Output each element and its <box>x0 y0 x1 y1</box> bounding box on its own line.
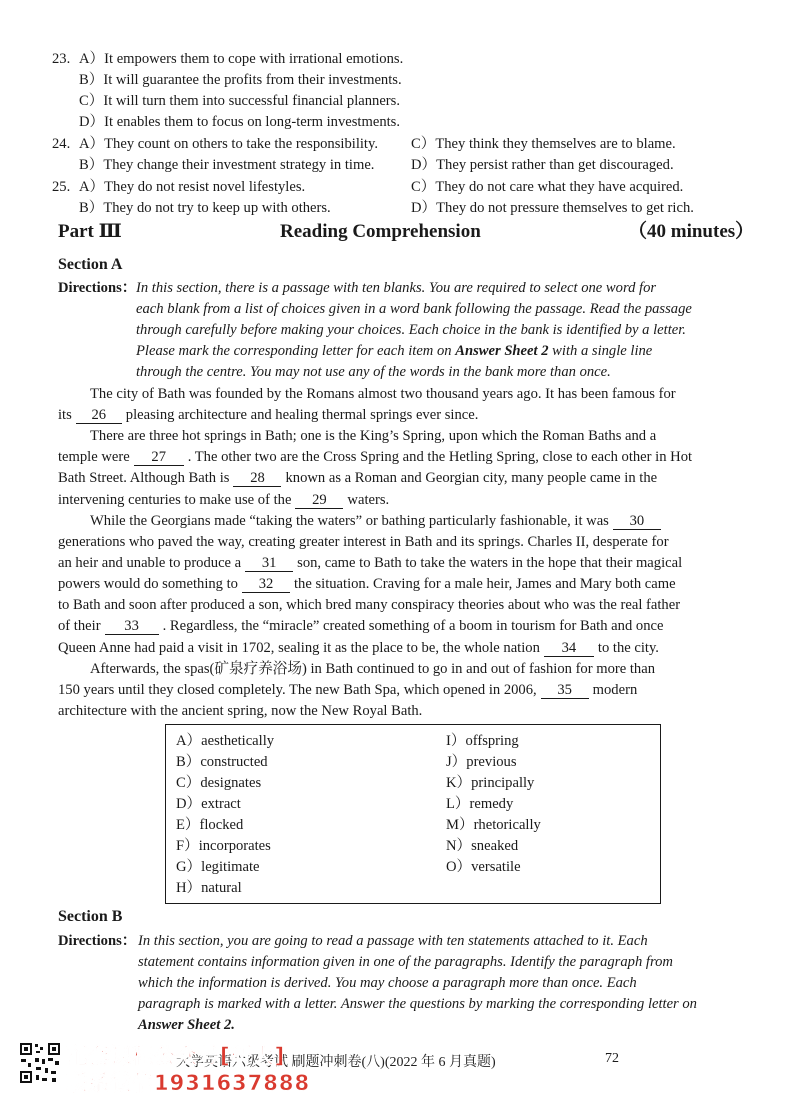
directions-label: Directions： <box>58 280 137 296</box>
passage-text: an heir and unable to produce a <box>58 555 242 571</box>
part-label: Part Ⅲ <box>58 221 122 242</box>
option: B）They change their investment strategy in time. <box>79 157 375 173</box>
option: C）They think they themselves are to blame. <box>411 136 676 152</box>
passage-line <box>90 511 665 531</box>
passage-text: . The other two are the Cross Spring and the Hetling Spring, close to each other in Hot <box>187 449 693 465</box>
passage-text: . Regardless, the “miracle” created something of a boom in tourism for Bath and once <box>162 618 664 634</box>
directions-text: In this section, you are going to read a passage with ten statements attached to it. Each <box>138 933 648 949</box>
option: D）It enables them to focus on long-term investments. <box>79 114 400 130</box>
word-bank-item: E）flocked <box>176 817 244 833</box>
blank-34: 34 <box>544 640 594 657</box>
passage-line: to Bath and soon after produced a son, which bred many conspiracy theories about who was the real father <box>58 597 681 613</box>
answer-sheet-ref: Answer Sheet 2. <box>138 1017 235 1033</box>
blank-33: 33 <box>105 618 159 635</box>
blank-30: 30 <box>613 513 661 530</box>
word-bank-item: N）sneaked <box>446 838 519 854</box>
passage-line: There are three hot springs in Bath; one is the King’s Spring, upon which the Roman Baths and a <box>90 428 657 444</box>
directions-text: statement contains information given in one of the paragraphs. Identify the paragraph from <box>138 954 673 970</box>
passage-text: While the Georgians made “taking the waters” or bathing particularly fashionable, it was <box>90 513 609 529</box>
word-bank-item: K）principally <box>446 775 535 791</box>
directions-text: through the centre. You may not use any of the words in the bank more than once. <box>136 364 611 380</box>
passage-text: the situation. Craving for a male heir, James and Mary both came <box>293 576 676 592</box>
option: A）They count on others to take the responsibility. <box>79 136 378 152</box>
blank-35: 35 <box>541 682 589 699</box>
passage-line: architecture with the ancient spring, now the New Royal Bath. <box>58 703 423 719</box>
word-bank-item: J）previous <box>446 754 517 770</box>
word-bank-item: M）rhetorically <box>446 817 541 833</box>
passage-text: intervening centuries to make use of the <box>58 492 292 508</box>
word-bank-item: C）designates <box>176 775 262 791</box>
word-bank-item: I）offspring <box>446 733 519 749</box>
directions-text: through carefully before making your choices. Each choice in the bank is identified by a letter. <box>136 322 686 338</box>
question-number: 23. <box>52 51 71 67</box>
word-bank-item: O）versatile <box>446 859 521 875</box>
word-bank-item: H）natural <box>176 880 242 896</box>
passage-text: of their <box>58 618 101 634</box>
option: B）It will guarantee the profits from their investments. <box>79 72 402 88</box>
passage-line: generations who paved the way, creating greater interest in Bath and its springs. Charles II, desperate for <box>58 534 669 550</box>
blank-26: 26 <box>76 407 122 424</box>
directions-text-part: with a single line <box>548 343 653 359</box>
blank-28: 28 <box>233 470 281 487</box>
footer-title: 大学英语六级考试 刷题冲刺卷(八)(2022 年 6 月真题) <box>176 1055 496 1070</box>
passage-text: known as a Roman and Georgian city, many people came in the <box>285 470 658 486</box>
passage-text: Bath Street. Although Bath is <box>58 470 230 486</box>
passage-line: The city of Bath was founded by the Romans almost two thousand years ago. It has been famous for <box>90 386 676 402</box>
passage-text: Queen Anne had paid a visit in 1702, sealing it as the place to be, the whole nation <box>58 640 540 656</box>
passage-text: 150 years until they closed completely. The new Bath Spa, which opened in 2006, <box>58 682 537 698</box>
word-bank-item: B）constructed <box>176 754 268 770</box>
directions-text: each blank from a list of choices given in a word bank following the passage. Read the passage <box>136 301 692 317</box>
directions-text: which the information is derived. You may choose a paragraph more than once. Each <box>138 975 637 991</box>
passage-line <box>58 405 478 425</box>
passage-text: pleasing architecture and healing thermal springs ever since. <box>125 407 479 423</box>
watermark-line: 联系微信1931637888 <box>66 1071 311 1095</box>
passage-text: waters. <box>347 492 390 508</box>
option: B）They do not try to keep up with others. <box>79 200 331 216</box>
answer-sheet-ref: Answer Sheet 2 <box>455 343 549 359</box>
passage-line <box>58 553 682 573</box>
passage-text: powers would do something to <box>58 576 238 592</box>
passage-text: its <box>58 407 72 423</box>
word-bank-item: G）legitimate <box>176 859 260 875</box>
passage-line <box>58 468 657 488</box>
directions-text: In this section, there is a passage with ten blanks. You are required to select one word for <box>136 280 657 296</box>
blank-32: 32 <box>242 576 290 593</box>
passage-text: son, came to Bath to take the waters in the hope that their magical <box>297 555 683 571</box>
blank-29: 29 <box>295 492 343 509</box>
passage-line <box>58 447 692 467</box>
option: A）It empowers them to cope with irrational emotions. <box>79 51 404 67</box>
blank-27: 27 <box>134 449 184 466</box>
passage-line <box>58 574 676 594</box>
passage-line <box>58 638 659 658</box>
passage-line <box>58 680 637 700</box>
passage-text: temple were <box>58 449 130 465</box>
word-bank-item: D）extract <box>176 796 241 812</box>
option: A）They do not resist novel lifestyles. <box>79 179 306 195</box>
question-number: 25. <box>52 179 71 195</box>
section-a-title: Section A <box>58 256 123 273</box>
question-number: 24. <box>52 136 71 152</box>
word-bank <box>165 724 661 904</box>
watermark-line: 配套课程公众号[研大] <box>66 1044 286 1068</box>
option: C）It will turn them into successful financial planners. <box>79 93 400 109</box>
option: D）They do not pressure themselves to get rich. <box>411 200 694 216</box>
word-bank-item: A）aesthetically <box>176 733 275 749</box>
qr-code-icon <box>18 1041 62 1085</box>
part-title: Reading Comprehension <box>280 221 481 242</box>
page-number: 72 <box>605 1051 619 1066</box>
passage-line <box>58 490 389 510</box>
option: D）They persist rather than get discouraged. <box>411 157 674 173</box>
passage-line <box>58 616 663 636</box>
section-b-title: Section B <box>58 908 123 925</box>
word-bank-item: L）remedy <box>446 796 514 812</box>
directions-text: paragraph is marked with a letter. Answer the questions by marking the corresponding letter on <box>138 996 697 1012</box>
part-time: （40 minutes） <box>628 221 755 242</box>
directions-text-part: Please mark the corresponding letter for each item on <box>136 343 456 359</box>
directions-text <box>136 341 652 361</box>
word-bank-item: F）incorporates <box>176 838 271 854</box>
passage-text: modern <box>592 682 638 698</box>
blank-31: 31 <box>245 555 293 572</box>
directions-label: Directions： <box>58 933 137 949</box>
passage-line: Afterwards, the spas(矿泉疗养浴场) in Bath continued to go in and out of fashion for more than <box>90 661 655 677</box>
passage-text: to the city. <box>597 640 659 656</box>
option: C）They do not care what they have acquired. <box>411 179 684 195</box>
